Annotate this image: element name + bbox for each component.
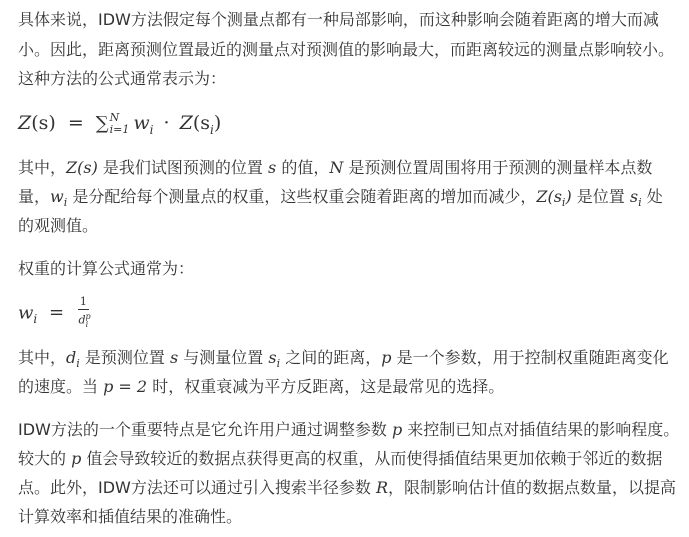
formula2-w: w bbox=[18, 302, 34, 324]
math-s-i bbox=[268, 348, 281, 371]
para2-text: 是位置 bbox=[571, 187, 630, 206]
para2-text: 是预测位置周围将用于预测的测量样本点数 bbox=[343, 158, 653, 177]
sum-upper: N bbox=[109, 111, 120, 124]
math-s: s bbox=[169, 348, 179, 367]
formula-z-close: ) bbox=[213, 112, 222, 134]
para4-text: 时，权重衰减为平方反距离，这是最常见的选择。 bbox=[147, 377, 505, 396]
math-r: R bbox=[375, 478, 388, 497]
math-d: d bbox=[66, 348, 77, 367]
formula-z: Z bbox=[179, 112, 193, 134]
math-s-sub: i bbox=[638, 196, 642, 210]
math-w-i bbox=[50, 187, 68, 210]
formula2-w-sub: i bbox=[33, 312, 38, 327]
formula2-fraction bbox=[78, 296, 89, 331]
formula2-d-sub: i bbox=[85, 319, 89, 329]
para5-line3 bbox=[18, 478, 676, 498]
para2-text: 是分配给每个测量点的权重，这些权重会随着距离的增加而减少， bbox=[67, 187, 537, 206]
para5-text: 较大的 bbox=[18, 449, 72, 468]
para3-line1: 权重的计算公式通常为： bbox=[18, 259, 195, 278]
formula-weight-sub: i bbox=[149, 122, 154, 137]
para5-line2 bbox=[18, 449, 662, 469]
para2-line1 bbox=[18, 158, 652, 178]
math-s: s bbox=[268, 348, 277, 367]
para4-text: 是一个参数，用于控制权重随距离变化 bbox=[391, 348, 669, 367]
para4-text: 的速度。当 bbox=[18, 377, 104, 396]
para5-text: 点。此外，IDW方法还可以通过引入搜索半径参数 bbox=[18, 478, 376, 497]
sum-symbol: ∑ bbox=[95, 113, 109, 134]
para4-text: 与测量位置 bbox=[178, 348, 269, 367]
formula-dot: · bbox=[163, 112, 170, 134]
math-p: p bbox=[391, 420, 403, 439]
math-p: p bbox=[71, 449, 82, 468]
formula2-d: d bbox=[78, 313, 86, 327]
math-z-s: Z(s bbox=[536, 187, 562, 206]
para2-text: 是我们试图预测的位置 bbox=[97, 158, 269, 177]
sum-limits bbox=[110, 112, 130, 136]
para4-line2 bbox=[18, 377, 504, 397]
formula2-d-sup: p bbox=[85, 312, 91, 321]
formula-lhs-arg: (s) bbox=[31, 112, 56, 134]
para4-line1 bbox=[18, 348, 669, 371]
formula-equals: = bbox=[67, 112, 84, 134]
para1-line1: 具体来说，IDW方法假定每个测量点都有一种局部影响，而这种影响会随着距离的增大而减 bbox=[18, 10, 659, 29]
formula-z-open: (s bbox=[192, 112, 211, 134]
formula-lhs: Z bbox=[18, 112, 32, 134]
math-d-sub: i bbox=[76, 357, 80, 371]
math-s-i bbox=[629, 187, 642, 210]
para2-line2 bbox=[18, 187, 663, 210]
math-z-sub: i bbox=[561, 196, 566, 210]
para5-line4: 计算效率和插值结果的准确性。 bbox=[18, 507, 243, 526]
math-n: N bbox=[329, 158, 344, 177]
math-p: p bbox=[103, 377, 114, 396]
para5-text: IDW方法的一个重要特点是它允许用户通过调整参数 bbox=[18, 420, 392, 439]
formula-weight-def bbox=[18, 296, 89, 336]
para5-line1 bbox=[18, 420, 679, 440]
sum-lower: i=1 bbox=[109, 123, 130, 136]
formula-idw bbox=[18, 108, 221, 145]
math-s-sub: i bbox=[276, 357, 281, 371]
para5-text: 值会导致较近的数据点获得更高的权重，从而使得插值结果更加依赖于邻近的数据 bbox=[81, 449, 663, 468]
para4-text: 是预测位置 bbox=[79, 348, 170, 367]
para2-text: 量， bbox=[18, 187, 51, 206]
para4-text: 之间的距离， bbox=[280, 348, 382, 367]
para2-text: 的值， bbox=[276, 158, 330, 177]
math-s: s bbox=[629, 187, 639, 206]
para1-line2: 小。因此，距离预测位置最近的测量点对预测值的影响最大，而距离较远的测量点影响较小。 bbox=[18, 40, 675, 59]
math-z-close: ) bbox=[565, 187, 572, 206]
math-z-of-s: Z(s) bbox=[66, 158, 98, 177]
formula2-equals: = bbox=[49, 302, 65, 324]
para5-text: ，限制影响估计值的数据点数量，以提高 bbox=[388, 478, 677, 497]
math-equals-2: = 2 bbox=[113, 377, 148, 396]
formula2-denominator bbox=[78, 310, 89, 331]
math-p: p bbox=[381, 348, 392, 367]
formula-weight: w bbox=[133, 112, 150, 134]
formula-z-sub: i bbox=[210, 122, 214, 137]
math-s: s bbox=[268, 158, 277, 177]
para2-text: 处 bbox=[641, 187, 663, 206]
math-d-i bbox=[66, 348, 80, 371]
para1-line3: 这种方法的公式通常表示为： bbox=[18, 69, 227, 88]
math-w-sub: i bbox=[63, 196, 68, 210]
para4-text: 其中， bbox=[18, 348, 67, 367]
para2-text: 其中， bbox=[18, 158, 67, 177]
formula2-numerator: 1 bbox=[79, 295, 87, 308]
math-w: w bbox=[50, 187, 64, 206]
para5-text: 来控制已知点对插值结果的影响程度。 bbox=[402, 420, 680, 439]
para2-line3: 的观测值。 bbox=[18, 216, 99, 235]
math-z-of-s-i bbox=[536, 187, 572, 210]
